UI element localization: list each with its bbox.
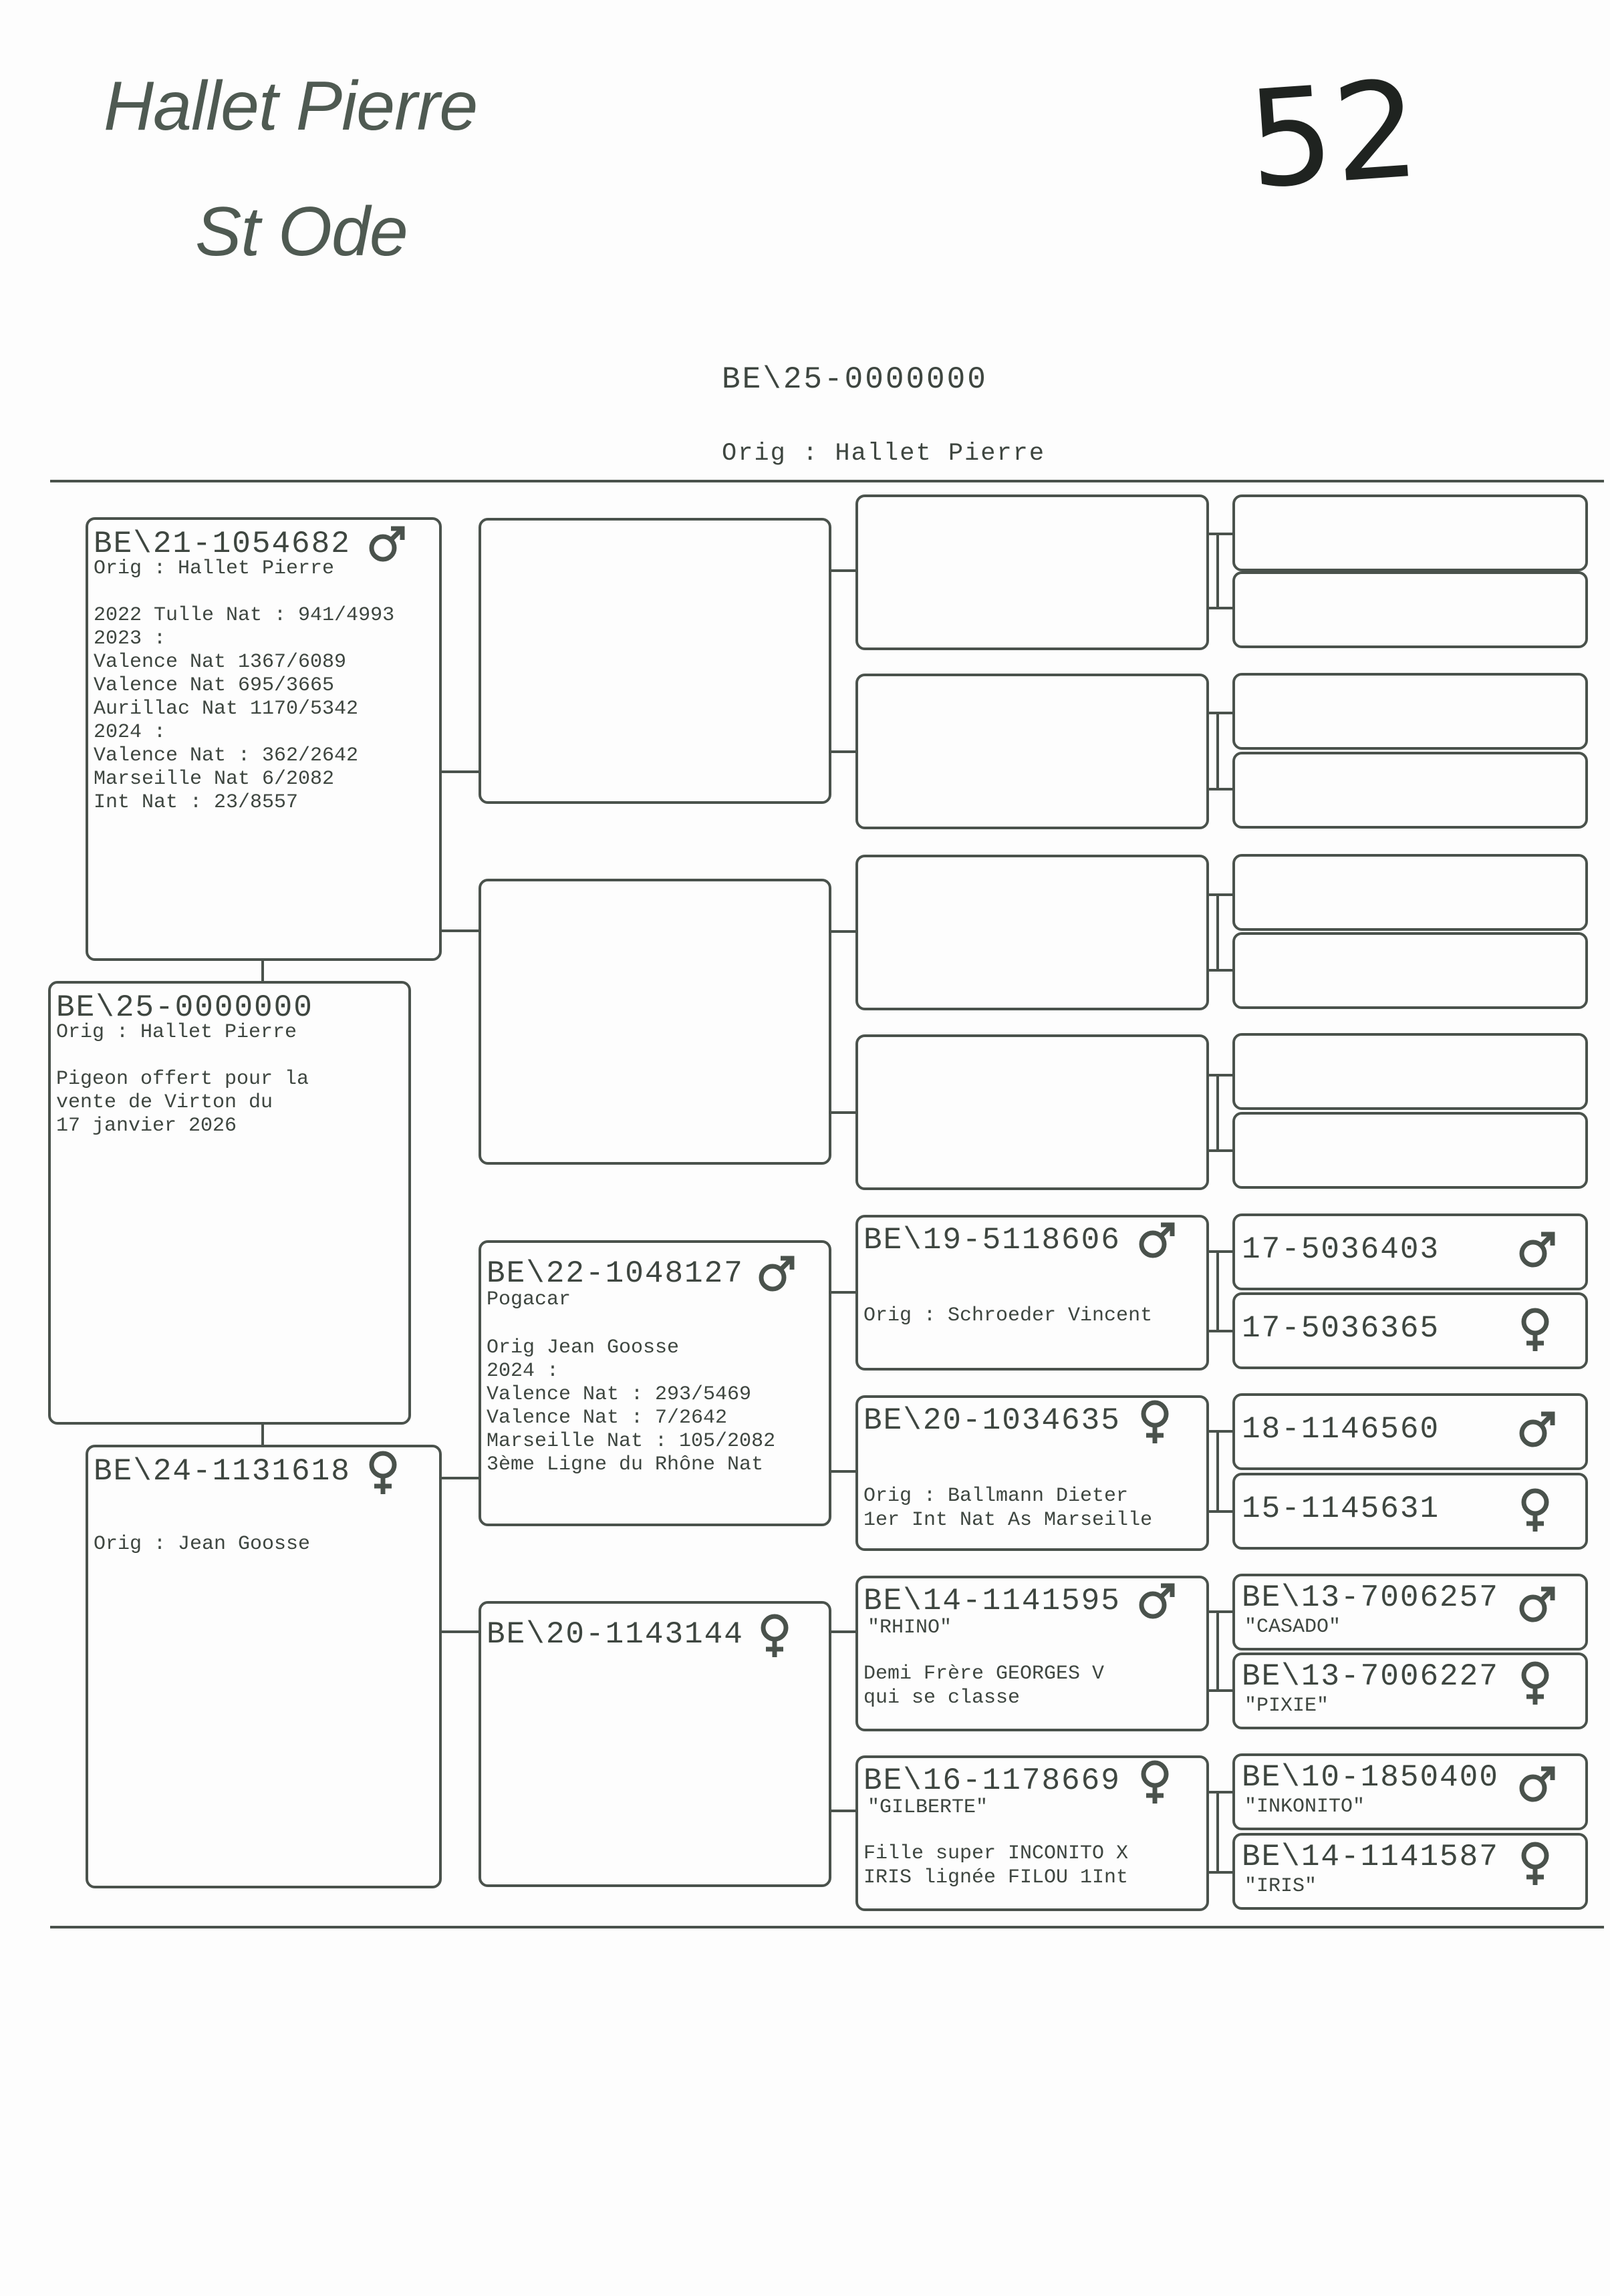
gen4-name: "IRIS" [1244,1875,1317,1898]
gen4-ring: BE\13-7006257 [1242,1580,1499,1615]
gen3-empty-box [855,674,1209,829]
gen4-ring: 17-5036365 [1242,1311,1440,1346]
gen3-ring: BE\14-1141595 [863,1584,1121,1618]
dam-sire-line: Valence Nat : 7/2642 [487,1407,728,1429]
venus-icon [1516,1841,1555,1886]
sire-result-line: Marseille Nat 6/2082 [94,768,335,791]
gen4-box [1232,1473,1588,1550]
dam-box [86,1445,442,1888]
breeder-city: St Ode [195,193,408,271]
gen3-line: IRIS lignée FILOU 1Int [863,1866,1129,1889]
gen3-ring: BE\16-1178669 [863,1763,1121,1798]
venus-icon [1516,1307,1555,1352]
gen3-line: Fille super INCONITO X [863,1842,1129,1865]
mars-icon [366,524,407,565]
subject-note-line: 17 janvier 2026 [56,1115,237,1137]
gen4-empty-box [1232,494,1588,571]
gen3-ring: BE\20-1034635 [863,1403,1121,1438]
gen4-ring: BE\10-1850400 [1242,1760,1499,1795]
dam-sire-line: Marseille Nat : 105/2082 [487,1430,776,1453]
gen4-box [1232,1574,1588,1651]
gen4-empty-box [1232,1033,1588,1110]
mars-icon [755,1254,797,1295]
gen4-empty-box [1232,932,1588,1009]
sire-result-line: Aurillac Nat 1170/5342 [94,698,359,720]
sire-result-line: Valence Nat 695/3665 [94,674,335,697]
dam-sire-box [479,1240,831,1526]
subject-note-line: vente de Virton du [56,1091,273,1114]
gen3-empty-box [855,494,1209,650]
subject-orig-header: Orig : Hallet Pierre [722,440,1046,468]
sire-sire-box [479,518,831,804]
gen3-box [855,1755,1209,1911]
venus-icon [1135,1399,1174,1445]
sire-orig: Orig : Hallet Pierre [94,557,335,580]
subject-ring-header: BE\25-0000000 [722,362,988,397]
gen3-line: Orig : Ballmann Dieter [863,1485,1129,1508]
top-rule [50,480,1604,482]
gen3-box [855,1215,1209,1371]
dam-sire-line: 3ème Ligne du Rhône Nat [487,1453,764,1476]
gen3-line: 1er Int Nat As Marseille [863,1509,1153,1532]
sire-result-line: Valence Nat : 362/2642 [94,744,359,767]
sire-box [86,517,442,961]
gen3-box [855,1395,1209,1551]
sire-result-line: 2022 Tulle Nat : 941/4993 [94,604,395,627]
gen4-name: "INKONITO" [1244,1796,1365,1818]
gen3-line: Orig : Schroeder Vincent [863,1304,1153,1327]
gen4-name: "PIXIE" [1244,1695,1329,1717]
gen3-name: "RHINO" [867,1616,952,1639]
gen4-ring: BE\14-1141587 [1242,1840,1499,1874]
gen4-ring: 15-1145631 [1242,1491,1440,1526]
dam-sire-line: Valence Nat : 293/5469 [487,1383,752,1406]
gen3-box [855,1576,1209,1731]
sire-result-line: 2024 : [94,721,166,744]
gen4-empty-box [1232,752,1588,829]
subject-ring: BE\25-0000000 [56,990,313,1025]
gen4-empty-box [1232,571,1588,648]
mars-icon [1135,1220,1177,1262]
gen4-box [1232,1292,1588,1369]
sire-result-line: 2023 : [94,627,166,650]
gen4-box [1232,1653,1588,1729]
handwritten-number: 52 [1243,51,1424,219]
gen3-ring: BE\19-5118606 [863,1223,1121,1258]
gen4-box [1232,1833,1588,1910]
mars-icon [1516,1584,1557,1626]
subject-note-line: Pigeon offert pour la [56,1068,309,1091]
dam-sire-line: Orig Jean Goosse [487,1336,680,1359]
gen4-name: "CASADO" [1244,1616,1341,1638]
mars-icon [1516,1409,1557,1451]
gen3-line: qui se classe [863,1687,1021,1709]
mars-icon [1516,1230,1557,1271]
sire-result-line: Valence Nat 1367/6089 [94,651,347,674]
gen4-empty-box [1232,854,1588,931]
dam-dam-ring: BE\20-1143144 [487,1617,744,1652]
dam-dam-box [479,1601,831,1887]
venus-icon [755,1613,794,1659]
gen4-box [1232,1393,1588,1470]
sire-dam-box [479,879,831,1165]
subject-box [48,981,411,1425]
venus-icon [1516,1487,1555,1533]
dam-ring: BE\24-1131618 [94,1454,351,1489]
breeder-name: Hallet Pierre [104,67,478,145]
gen4-empty-box [1232,673,1588,750]
sire-ring: BE\21-1054682 [94,527,351,561]
gen4-box [1232,1213,1588,1290]
bottom-rule [50,1926,1604,1928]
gen3-line: Demi Frère GEORGES V [863,1663,1105,1685]
gen4-box [1232,1753,1588,1830]
gen4-ring: 18-1146560 [1242,1412,1440,1447]
venus-icon [1516,1661,1555,1706]
mars-icon [1516,1764,1557,1806]
venus-icon [364,1450,402,1495]
mars-icon [1135,1581,1177,1622]
gen4-ring: BE\13-7006227 [1242,1659,1499,1694]
dam-sire-line: 2024 : [487,1360,559,1383]
gen3-empty-box [855,855,1209,1010]
dam-sire-ring: BE\22-1048127 [487,1256,744,1291]
dam-sire-name: Pogacar [487,1288,571,1311]
dam-orig: Orig : Jean Goosse [94,1533,311,1556]
subject-orig: Orig : Hallet Pierre [56,1021,297,1044]
venus-icon [1135,1759,1174,1805]
sire-result-line: Int Nat : 23/8557 [94,791,299,814]
gen4-ring: 17-5036403 [1242,1232,1440,1267]
gen3-name: "GILBERTE" [867,1796,988,1819]
gen4-empty-box [1232,1112,1588,1189]
gen3-empty-box [855,1034,1209,1190]
